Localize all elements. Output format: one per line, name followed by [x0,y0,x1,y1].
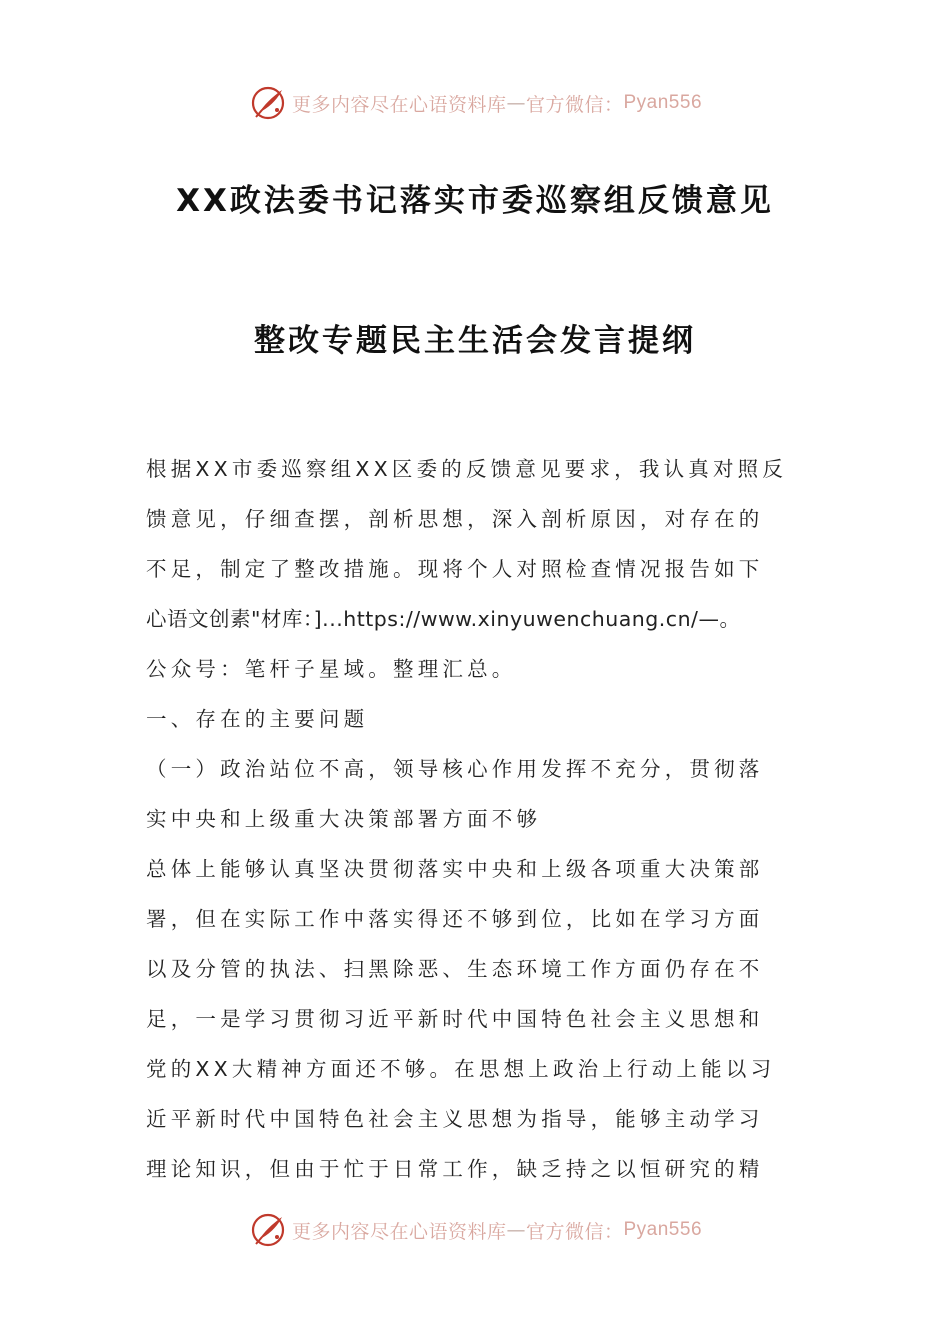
feather-pen-circle-icon [248,1210,288,1250]
document-body [146,444,808,1194]
body-line: 近平新时代中国特色社会主义思想为指导，能够主动学习 [146,1107,764,1131]
body-line-source-url: 心语文创素"材库：]...https://www.xinyuwenchuang.cn/—。 [146,607,741,631]
body-line: 足，一是学习贯彻习近平新时代中国特色社会主义思想和 [146,1007,764,1031]
subsection-heading: （一）政治站位不高，领导核心作用发挥不充分，贯彻落 [146,757,764,781]
header-watermark [0,80,950,126]
watermark-official-label: 官方微信： [525,1220,624,1243]
watermark-main-text: 更多内容尽在心语资料库 [291,1220,507,1243]
footer-watermark [0,1207,950,1253]
body-line: 党的XX大精神方面还不够。在思想上政治上行动上能以习 [146,1057,776,1081]
body-line: 公众号：笔杆子星域。整理汇总。 [146,657,517,681]
document-title-line-1: XX政法委书记落实市委巡察组反馈意见 [176,183,774,219]
section-heading: 一、存在的主要问题 [146,707,369,731]
watermark-main-text: 更多内容尽在心语资料库 [291,93,507,116]
body-line: 馈意见，仔细查摆，剖析思想，深入剖析原因，对存在的 [146,507,764,531]
watermark-wechat-id: Pyan556 [623,1219,703,1240]
watermark-dash: — [506,92,526,114]
watermark-dash: — [506,1219,526,1241]
watermark-official-label: 官方微信： [525,93,624,116]
watermark-wechat-id: Pyan556 [623,92,703,113]
document-title-line-2: 整改专题民主生活会发言提纲 [254,323,696,359]
body-line: 不足，制定了整改措施。现将个人对照检查情况报告如下 [146,557,764,581]
feather-pen-circle-icon [248,83,288,123]
body-line: 署，但在实际工作中落实得还不够到位，比如在学习方面 [146,907,764,931]
body-line: 以及分管的执法、扫黑除恶、生态环境工作方面仍存在不 [146,957,764,981]
body-line: 理论知识，但由于忙于日常工作，缺乏持之以恒研究的精 [146,1157,764,1181]
body-line: 总体上能够认真坚决贯彻落实中央和上级各项重大决策部 [146,857,764,881]
subsection-heading-cont: 实中央和上级重大决策部署方面不够 [146,807,542,831]
body-line: 根据XX市委巡察组XX区委的反馈意见要求，我认真对照反 [146,457,788,481]
